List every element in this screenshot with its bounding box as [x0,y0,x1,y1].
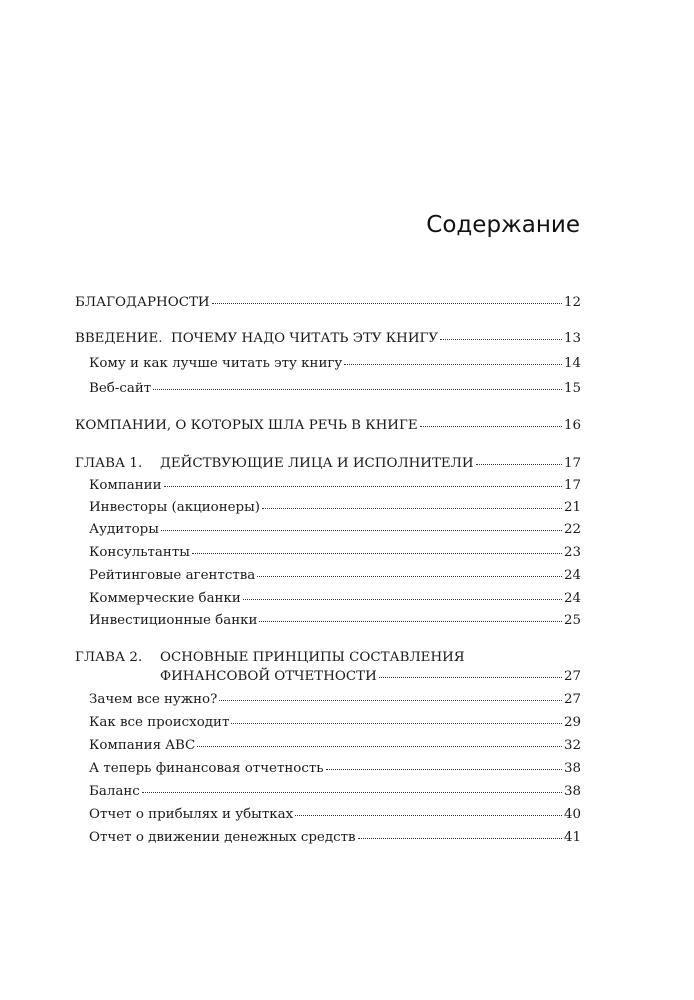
toc-subentry[interactable] [89,590,581,607]
dot-leader [243,598,562,600]
toc-chapter-entry-line1[interactable] [75,649,465,666]
toc-entry-label: Рейтинговые агентства [89,568,256,583]
toc-page-number: 23 [563,545,581,560]
toc-entry-label: БЛАГОДАРНОСТИ [75,295,210,310]
toc-page-number: 29 [563,715,581,730]
toc-entry[interactable] [75,330,581,347]
dot-leader [358,837,562,839]
toc-subentry[interactable] [89,691,581,708]
toc-page-number: 32 [563,738,581,753]
dot-leader [219,699,562,701]
toc-page-number: 16 [563,418,581,433]
toc-page-number: 27 [563,669,581,684]
toc-entry[interactable] [75,417,581,434]
toc-subentry[interactable] [89,737,581,754]
toc-page-number: 13 [563,331,581,346]
toc-entry-label: Отчет о прибылях и убытках [89,807,294,822]
toc-entry-label: Баланс [89,784,140,799]
toc-entry-label: Отчет о движении денежных средств [89,830,356,845]
toc-entry-label: Консультанты [89,545,190,560]
toc-page-number: 14 [563,356,581,371]
page-title: Содержание [426,212,580,238]
toc-subentry[interactable] [89,567,581,584]
chapter-number: ГЛАВА 1. [75,456,143,471]
toc-entry-label: Компания ABC [89,738,196,753]
dot-leader [164,485,562,487]
dot-leader [326,768,562,770]
toc-entry-label [75,455,474,472]
toc-subentry[interactable] [89,355,581,372]
toc-page-number: 17 [563,456,581,471]
dot-leader [161,529,562,531]
toc-subentry[interactable] [89,544,581,561]
toc-subentry[interactable] [89,612,581,629]
toc-entry-label: Аудиторы [89,522,159,537]
dot-leader [257,575,562,577]
toc-entry-label: Инвесторы (акционеры) [89,500,260,515]
toc-entry-label: Коммерческие банки [89,591,241,606]
toc-entry-label: Компании [89,478,162,493]
dot-leader [379,676,562,678]
toc-subentry[interactable] [89,477,581,494]
toc-page-number: 40 [563,807,581,822]
dot-leader [295,814,562,816]
toc-entry-label: Веб-сайт [89,381,152,396]
dot-leader [440,338,562,340]
toc-entry-label: Инвестиционные банки [89,613,258,628]
chapter-title: ДЕЙСТВУЮЩИЕ ЛИЦА И ИСПОЛНИТЕЛИ [160,456,474,471]
dot-leader [259,620,562,622]
toc-entry-label [75,649,465,666]
toc-page-number: 41 [563,830,581,845]
toc-subentry[interactable] [89,499,581,516]
toc-subentry[interactable] [89,521,581,538]
dot-leader [420,425,562,427]
toc-subentry[interactable] [89,760,581,777]
toc-chapter-entry[interactable] [75,455,581,472]
toc-page-number: 38 [563,761,581,776]
dot-leader [142,791,562,793]
toc-subentry[interactable] [89,380,581,397]
dot-leader [192,552,562,554]
dot-leader [153,388,562,390]
dot-leader [262,507,562,509]
toc-entry-label: А теперь финансовая отчетность [89,761,324,776]
toc-page-number: 21 [563,500,581,515]
toc-subentry[interactable] [89,783,581,800]
toc-page-number: 25 [563,613,581,628]
toc-entry-label: КОМПАНИИ, О КОТОРЫХ ШЛА РЕЧЬ В КНИГЕ [75,418,418,433]
toc-subentry[interactable] [89,806,581,823]
toc-chapter-entry-line2[interactable] [160,668,581,685]
toc-entry-label: ВВЕДЕНИЕ. ПОЧЕМУ НАДО ЧИТАТЬ ЭТУ КНИГУ [75,331,439,346]
chapter-title-line2: ФИНАНСОВОЙ ОТЧЕТНОСТИ [160,669,377,684]
dot-leader [344,363,562,365]
toc-entry-label: Кому и как лучше читать эту книгу [89,356,343,371]
chapter-number: ГЛАВА 2. [75,650,143,665]
toc-page-number: 24 [563,591,581,606]
toc-subentry[interactable] [89,714,581,731]
toc-page-number: 24 [563,568,581,583]
toc-subentry[interactable] [89,829,581,846]
toc-entry-label: Зачем все нужно? [89,692,218,707]
dot-leader [231,722,562,724]
dot-leader [476,463,562,465]
toc-entry[interactable] [75,294,581,311]
toc-page-number: 17 [563,478,581,493]
toc-entry-label: Как все происходит [89,715,230,730]
dot-leader [197,745,562,747]
chapter-title-line1: ОСНОВНЫЕ ПРИНЦИПЫ СОСТАВЛЕНИЯ [160,650,465,665]
toc-page-number: 27 [563,692,581,707]
toc-page-number: 12 [563,295,581,310]
toc-page-number: 22 [563,522,581,537]
toc-page-number: 15 [563,381,581,396]
toc-page-number: 38 [563,784,581,799]
dot-leader [212,302,562,304]
